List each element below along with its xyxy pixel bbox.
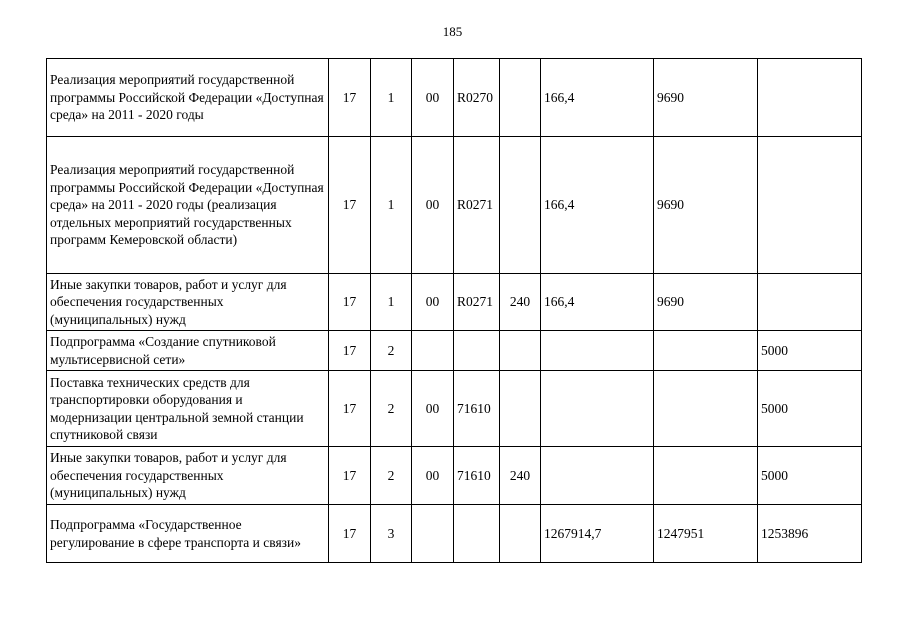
row-amount-2 [654, 447, 758, 505]
row-description: Реализация мероприятий государственной программы Российской Федерации «Доступная среда» на 2011 - 2020 годы (реализация отдельных мероприятий государственных программ Кемеровской области) [47, 137, 329, 274]
row-kind: 240 [500, 447, 541, 505]
row-section: 17 [329, 59, 371, 137]
row-section: 17 [329, 331, 371, 371]
row-amount-1 [541, 371, 654, 447]
row-description: Иные закупки товаров, работ и услуг для обеспечения государственных (муниципальных) нужд [47, 274, 329, 331]
row-subprogram: 2 [371, 331, 412, 371]
row-code [454, 331, 500, 371]
row-group: 00 [412, 59, 454, 137]
row-kind: 240 [500, 274, 541, 331]
table-row [47, 331, 862, 371]
row-amount-3: 1253896 [758, 505, 862, 563]
row-amount-1 [541, 331, 654, 371]
table-row [47, 371, 862, 447]
row-section: 17 [329, 137, 371, 274]
row-subprogram: 2 [371, 371, 412, 447]
row-kind [500, 505, 541, 563]
row-section: 17 [329, 505, 371, 563]
row-amount-2: 1247951 [654, 505, 758, 563]
row-amount-2 [654, 331, 758, 371]
row-code [454, 505, 500, 563]
row-amount-3: 5000 [758, 371, 862, 447]
row-subprogram: 1 [371, 274, 412, 331]
row-subprogram: 1 [371, 137, 412, 274]
row-amount-3 [758, 59, 862, 137]
table-row [47, 505, 862, 563]
table-row [47, 59, 862, 137]
row-description: Подпрограмма «Государственное регулирование в сфере транспорта и связи» [47, 505, 329, 563]
row-amount-1 [541, 447, 654, 505]
row-amount-3 [758, 274, 862, 331]
table-row [47, 447, 862, 505]
row-kind [500, 59, 541, 137]
row-amount-1: 166,4 [541, 59, 654, 137]
row-kind [500, 137, 541, 274]
row-group: 00 [412, 137, 454, 274]
row-amount-3: 5000 [758, 331, 862, 371]
row-kind [500, 371, 541, 447]
row-group [412, 331, 454, 371]
row-amount-3: 5000 [758, 447, 862, 505]
row-description: Реализация мероприятий государственной программы Российской Федерации «Доступная среда» на 2011 - 2020 годы [47, 59, 329, 137]
row-section: 17 [329, 447, 371, 505]
row-section: 17 [329, 371, 371, 447]
page-number: 185 [442, 24, 463, 39]
row-amount-1: 166,4 [541, 137, 654, 274]
row-description: Поставка технических средств для транспортировки оборудования и модернизации центральной земной станции спутниковой связи [47, 371, 329, 447]
row-code: R0271 [454, 137, 500, 274]
row-amount-2: 9690 [654, 137, 758, 274]
row-description: Иные закупки товаров, работ и услуг для обеспечения государственных (муниципальных) нужд [47, 447, 329, 505]
row-amount-1: 166,4 [541, 274, 654, 331]
row-kind [500, 331, 541, 371]
table-row [47, 137, 862, 274]
row-group: 00 [412, 447, 454, 505]
row-group [412, 505, 454, 563]
row-description: Подпрограмма «Создание спутниковой мультисервисной сети» [47, 331, 329, 371]
row-group: 00 [412, 371, 454, 447]
row-group: 00 [412, 274, 454, 331]
row-subprogram: 2 [371, 447, 412, 505]
row-amount-3 [758, 137, 862, 274]
row-amount-1: 1267914,7 [541, 505, 654, 563]
table-row [47, 274, 862, 331]
row-amount-2: 9690 [654, 274, 758, 331]
row-section: 17 [329, 274, 371, 331]
row-code: R0270 [454, 59, 500, 137]
row-code: 71610 [454, 447, 500, 505]
row-amount-2 [654, 371, 758, 447]
budget-table [46, 58, 862, 563]
row-code: R0271 [454, 274, 500, 331]
row-code: 71610 [454, 371, 500, 447]
row-amount-2: 9690 [654, 59, 758, 137]
row-subprogram: 3 [371, 505, 412, 563]
row-subprogram: 1 [371, 59, 412, 137]
